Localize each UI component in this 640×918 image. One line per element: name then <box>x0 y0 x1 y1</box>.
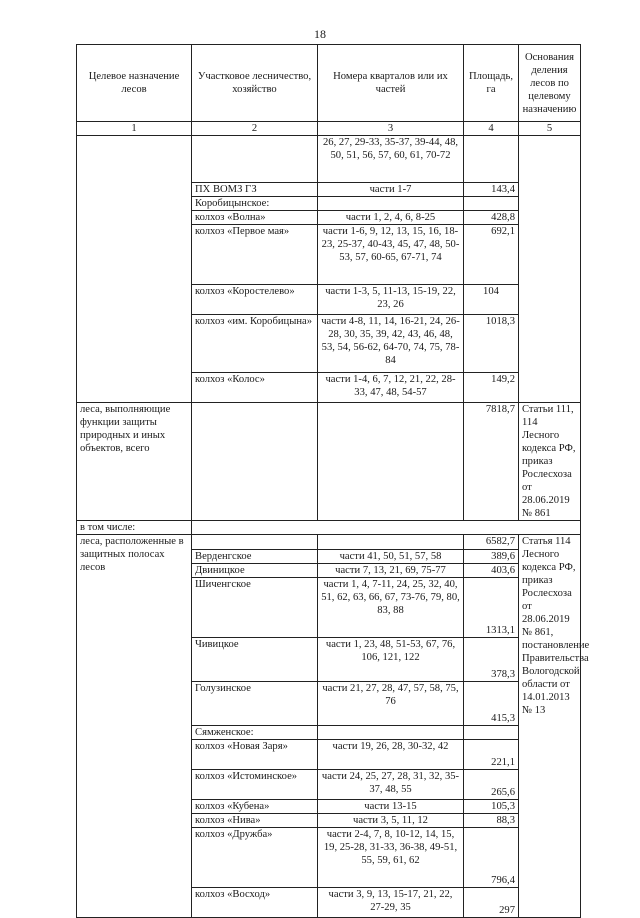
table-row-quarters: части 4-8, 11, 14, 16-21, 24, 26-28, 30, 35, 39, 42, 43, 46, 48, 53, 54, 56-62, 64-70, 74, 75, 78-84 <box>318 315 464 373</box>
table-row-quarters: части 2-4, 7, 8, 10-12, 14, 15, 19, 25-28, 31-33, 36-38, 49-51, 55, 59, 61, 62 <box>318 828 464 888</box>
table-row-area: 104 <box>464 285 519 315</box>
table-row-subject: Шиченгское <box>192 578 318 638</box>
table-row-quarters: 26, 27, 29-33, 35-37, 39-44, 48, 50, 51, 56, 57, 60, 61, 70-72 <box>318 136 464 183</box>
forest-purpose-table <box>76 44 590 918</box>
col-number: 2 <box>192 122 318 136</box>
table-row-subject: колхоз «Коростелево» <box>192 285 318 315</box>
protective-area: 7818,7 <box>464 403 519 521</box>
table-row-area: 692,1 <box>464 225 519 285</box>
table-row-subject: ПХ ВОМЗ ГЗ <box>192 183 318 197</box>
group2-basis: Статья 114 Лесного кодекса РФ, приказ Рослесхоза от 28.06.2019 № 861, постановление Правительства Вологодской области от 14.01.2013 № 13 <box>519 535 581 918</box>
table-row-quarters: части 1-7 <box>318 183 464 197</box>
table-row-area: 297 <box>464 888 519 918</box>
table-row-quarters: части 24, 25, 27, 28, 31, 32, 35-37, 48, 55 <box>318 770 464 800</box>
header-forestry: Участковое лесничество, хозяйство <box>192 45 318 122</box>
table-row-subject: колхоз «Восход» <box>192 888 318 918</box>
header-quarters: Номера кварталов или их частей <box>318 45 464 122</box>
group2-total-area: 6582,7 <box>464 535 519 550</box>
table-row-quarters: части 7, 13, 21, 69, 75-77 <box>318 564 464 578</box>
table-row-quarters: части 1, 4, 7-11, 24, 25, 32, 40, 51, 62, 63, 66, 67, 73-76, 79, 80, 83, 88 <box>318 578 464 638</box>
table-row-subject: колхоз «Дружба» <box>192 828 318 888</box>
group2-subject-empty <box>192 535 318 550</box>
header-purpose: Целевое назначение лесов <box>77 45 192 122</box>
table-row-area: 105,3 <box>464 800 519 814</box>
protective-subject-empty <box>192 403 318 521</box>
table-row-subject: колхоз «им. Коробицына» <box>192 315 318 373</box>
table-row-subject: Двиницкое <box>192 564 318 578</box>
table-row-subject: колхоз «Истоминское» <box>192 770 318 800</box>
header-basis: Основания деления лесов по целевому назначению <box>519 45 581 122</box>
group2-quarters-empty <box>318 535 464 550</box>
table-row-quarters: части 1, 23, 48, 51-53, 67, 76, 106, 121, 122 <box>318 638 464 682</box>
table-row-subject: колхоз «Кубена» <box>192 800 318 814</box>
table-row-area: 1313,1 <box>464 578 519 638</box>
table-row-area: 221,1 <box>464 740 519 770</box>
page-number: 18 <box>314 27 326 41</box>
including-empty <box>192 521 581 535</box>
table-row-subject: Чивицкое <box>192 638 318 682</box>
table-row-area: 378,3 <box>464 638 519 682</box>
basis-cell-empty <box>519 136 581 403</box>
table-row-quarters <box>318 726 464 740</box>
table-row-area: 265,6 <box>464 770 519 800</box>
group2-purpose: леса, расположенные в защитных полосах лесов <box>77 535 192 918</box>
col-number: 5 <box>519 122 581 136</box>
col-number: 4 <box>464 122 519 136</box>
table-row-subject: Сямженское: <box>192 726 318 740</box>
table-row-subject: колхоз «Нива» <box>192 814 318 828</box>
table-row-quarters <box>318 197 464 211</box>
header-area: Площадь, га <box>464 45 519 122</box>
table-row-area: 415,3 <box>464 682 519 726</box>
table-row-subject: Коробицынское: <box>192 197 318 211</box>
table-row-subject <box>192 136 318 183</box>
table-row-quarters: части 3, 9, 13, 15-17, 21, 22, 27-29, 35 <box>318 888 464 918</box>
protective-purpose: леса, выполняющие функции защиты природных и иных объектов, всего <box>77 403 192 521</box>
table-row-quarters: части 1-6, 9, 12, 13, 15, 16, 18-23, 25-37, 40-43, 45, 47, 48, 50-53, 57, 60-65, 67-71, 74 <box>318 225 464 285</box>
table-row-area: 149,2 <box>464 373 519 403</box>
table-row-quarters: части 3, 5, 11, 12 <box>318 814 464 828</box>
table-row-subject: колхоз «Волна» <box>192 211 318 225</box>
table-row-area: 389,6 <box>464 550 519 564</box>
table-row-area: 143,4 <box>464 183 519 197</box>
table-row-area: 1018,3 <box>464 315 519 373</box>
table-row-quarters: части 41, 50, 51, 57, 58 <box>318 550 464 564</box>
col-number: 3 <box>318 122 464 136</box>
table-row-area: 88,3 <box>464 814 519 828</box>
table-row-area <box>464 136 519 183</box>
table-row-area: 403,6 <box>464 564 519 578</box>
col-number: 1 <box>77 122 192 136</box>
table-row-quarters: части 21, 27, 28, 47, 57, 58, 75, 76 <box>318 682 464 726</box>
table-row-subject: Верденгское <box>192 550 318 564</box>
protective-basis: Статьи 111, 114 Лесного кодекса РФ, приказ Рослесхоза от 28.06.2019 № 861 <box>519 403 581 521</box>
table-row-area <box>464 197 519 211</box>
purpose-cell-empty <box>77 136 192 403</box>
table-row-quarters: части 13-15 <box>318 800 464 814</box>
table-row-subject: колхоз «Новая Заря» <box>192 740 318 770</box>
table-row-subject: колхоз «Колос» <box>192 373 318 403</box>
table-row-area: 796,4 <box>464 828 519 888</box>
table-row-quarters: части 1-4, 6, 7, 12, 21, 22, 28-33, 47, 48, 54-57 <box>318 373 464 403</box>
table-row-area <box>464 726 519 740</box>
table-row-quarters: части 1, 2, 4, 6, 8-25 <box>318 211 464 225</box>
including-label: в том числе: <box>77 521 192 535</box>
protective-quarters-empty <box>318 403 464 521</box>
table-row-quarters: части 1-3, 5, 11-13, 15-19, 22, 23, 26 <box>318 285 464 315</box>
table-row-subject: Голузинское <box>192 682 318 726</box>
table-row-subject: колхоз «Первое мая» <box>192 225 318 285</box>
table-row-area: 428,8 <box>464 211 519 225</box>
table-row-quarters: части 19, 26, 28, 30-32, 42 <box>318 740 464 770</box>
